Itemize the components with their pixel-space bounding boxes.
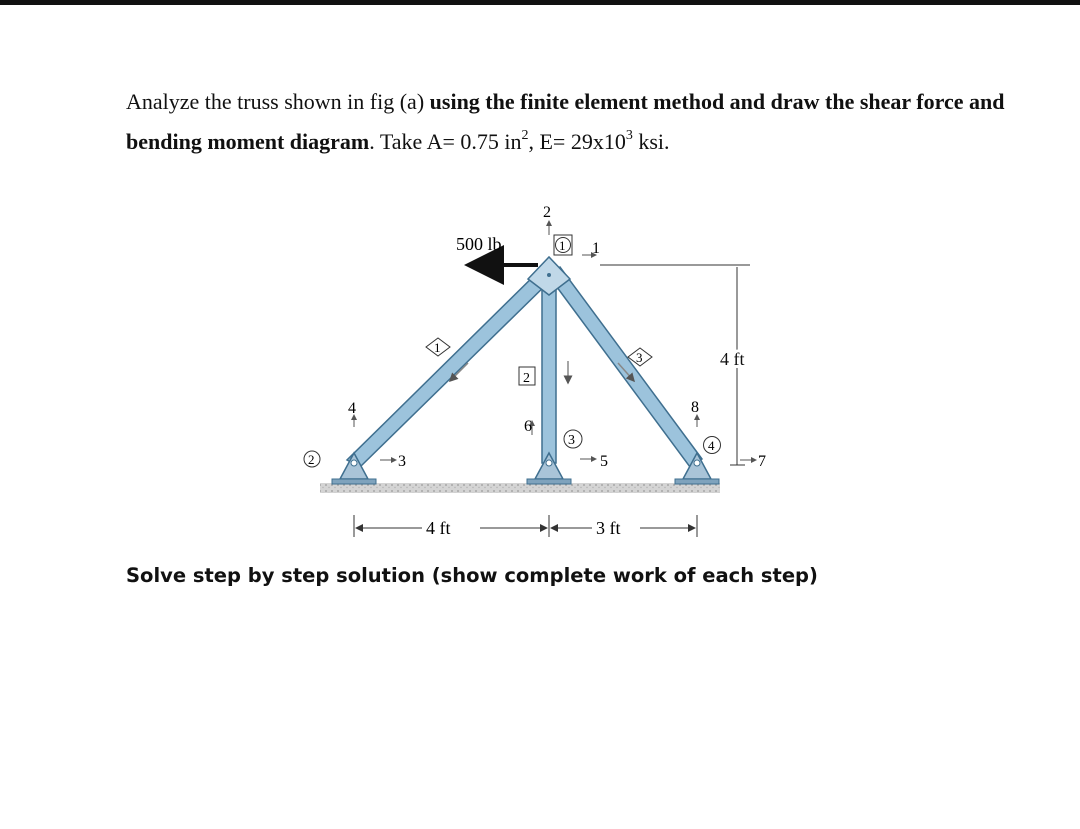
- member-3-label: 3: [636, 350, 643, 365]
- top-border: [0, 0, 1080, 5]
- dim-right-label: 3 ft: [596, 518, 621, 538]
- dof-3-label: 3: [398, 453, 406, 470]
- support-node-3: [527, 453, 571, 484]
- dim-left-label: 4 ft: [426, 518, 451, 538]
- dof-6-label: 6: [524, 418, 532, 435]
- truss-figure: [300, 195, 780, 555]
- area-exponent: 2: [521, 127, 529, 143]
- dof-4-label: 4: [348, 400, 356, 417]
- node-1-label: 1: [559, 238, 566, 253]
- modulus-exponent: 3: [625, 127, 633, 143]
- modulus-unit: ksi.: [632, 129, 670, 154]
- problem-statement: [126, 82, 1046, 162]
- load-label: 500 lb: [456, 234, 502, 254]
- dof-2-label: 2: [543, 204, 551, 221]
- member-2-label: 2: [523, 371, 530, 386]
- dof-7-label: 7: [758, 453, 766, 470]
- dim-height-label: 4 ft: [720, 349, 745, 369]
- dof-1-label: 1: [592, 240, 600, 257]
- node-4-label: 4: [708, 438, 715, 453]
- member-2-tag: [519, 367, 535, 386]
- member-1-tag: [426, 338, 450, 356]
- dof-8-label: 8: [691, 399, 699, 416]
- node-1-pin: [547, 273, 551, 277]
- node-3-label: 3: [568, 433, 575, 448]
- ground: [320, 483, 720, 493]
- problem-intro: Analyze the truss shown in fig (a): [126, 89, 430, 114]
- dof-5-label: 5: [600, 453, 608, 470]
- area-value: Take A= 0.75 in: [379, 129, 522, 154]
- modulus-value: , E= 29x10: [528, 129, 626, 154]
- member-2: [542, 275, 556, 463]
- member-1-label: 1: [434, 340, 441, 355]
- period: .: [369, 129, 380, 154]
- problem-task: using the finite element method and draw the shear force and bending moment diagram: [126, 89, 1005, 154]
- support-node-4: [675, 453, 719, 484]
- node-2-label: 2: [308, 452, 315, 467]
- instruction-text: Solve step by step solution (show complete work of each step): [126, 564, 818, 587]
